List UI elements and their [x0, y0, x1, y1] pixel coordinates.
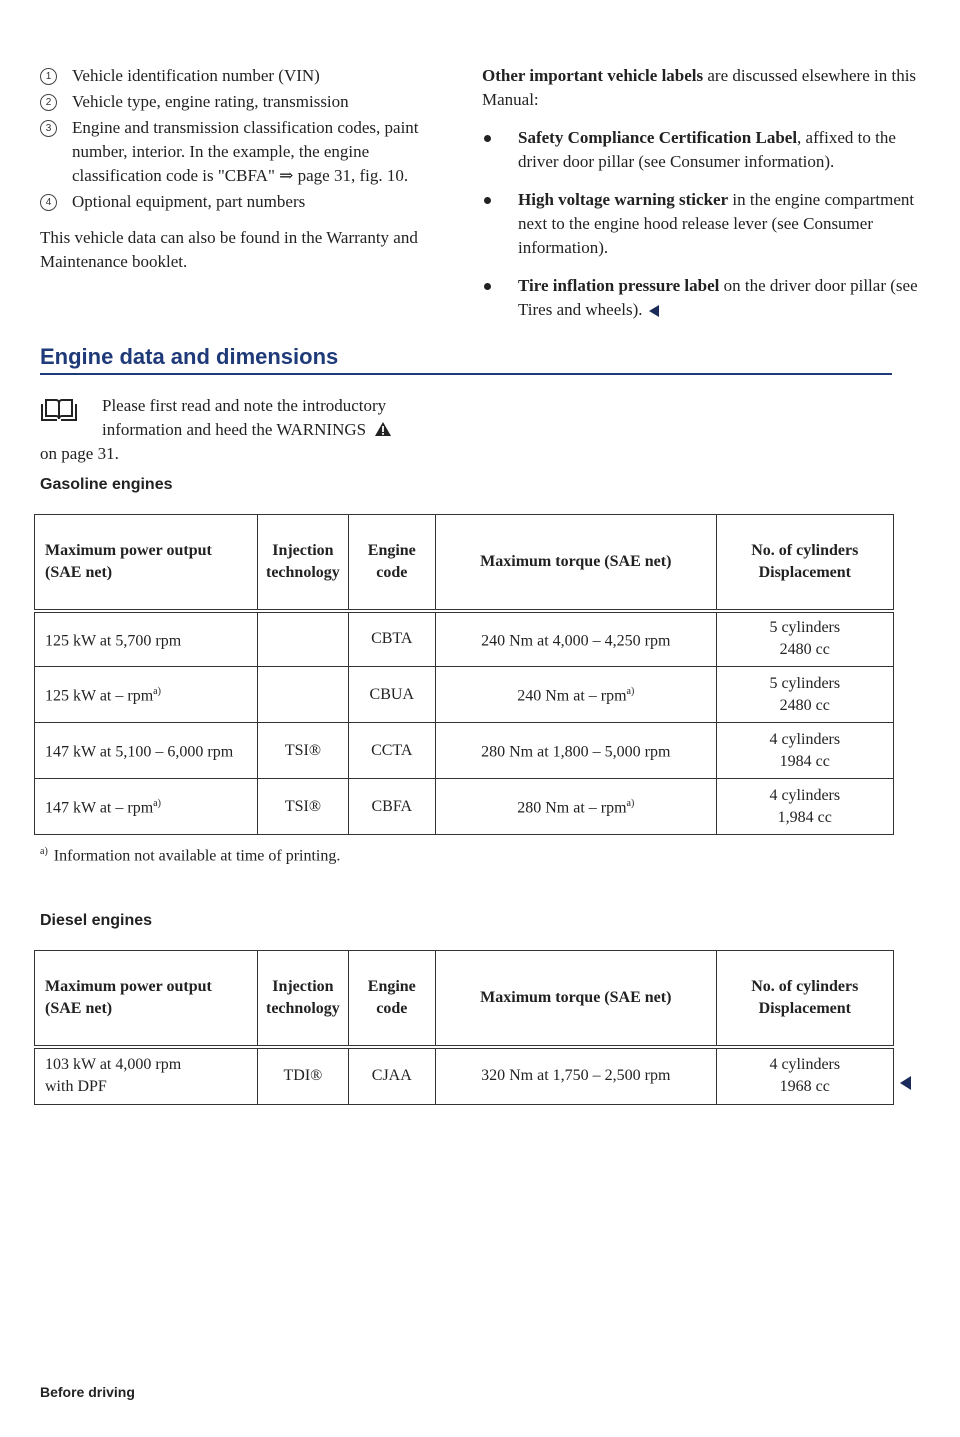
bullet-text: in the engine compartment next to the engine hood release lever (see Consumer information).	[518, 190, 915, 257]
cell-torque	[435, 667, 716, 723]
header-torque: Maximum torque (SAE net)	[435, 515, 716, 611]
cylinders-value: 4 cylinders	[769, 730, 841, 748]
section-end-arrow-icon	[649, 305, 659, 317]
header-injection: Injection technology	[258, 951, 349, 1047]
table-row	[35, 779, 894, 835]
cell-engine-code: CJAA	[348, 1047, 435, 1105]
power-value: 103 kW at 4,000 rpm	[45, 1056, 182, 1074]
displacement-value: 1,984 cc	[777, 808, 832, 826]
header-engine-code: Engine code	[348, 951, 435, 1047]
cell-cylinders	[716, 611, 893, 667]
cell-power	[35, 611, 258, 667]
torque-value: 280 Nm at 1,800 – 5,000 rpm	[481, 743, 671, 761]
cell-injection: TSI®	[258, 723, 349, 779]
table-row	[35, 611, 894, 667]
power-value: 147 kW at – rpm	[45, 799, 154, 817]
cell-torque	[435, 611, 716, 667]
table-header-row	[35, 515, 894, 611]
cell-engine-code: CCTA	[348, 723, 435, 779]
power-value: 147 kW at 5,100 – 6,000 rpm	[45, 743, 234, 761]
header-cylinders: No. of cylinders Displacement	[716, 951, 893, 1047]
labels-intro-bold: Other important vehicle labels	[482, 66, 704, 85]
cell-power	[35, 723, 258, 779]
number-circle: 4	[40, 194, 57, 211]
cell-engine-code: CBFA	[348, 779, 435, 835]
cell-injection: TSI®	[258, 779, 349, 835]
power-value: 125 kW at – rpm	[45, 687, 154, 705]
footnote-mark: a)	[40, 846, 48, 857]
footnote-ref: a)	[626, 798, 635, 810]
list-item	[482, 274, 922, 322]
cell-power	[35, 1047, 258, 1105]
gasoline-table	[34, 514, 894, 835]
number-circle: 1	[40, 68, 57, 85]
list-item-text: Engine and transmission classification codes, paint number, interior. In the example, the engine classification code is "CBFA" ⇒ page 31, fig. 10.	[72, 118, 419, 185]
intro-line-2-text: information and heed the WARNINGS	[102, 420, 367, 439]
table-header-row	[35, 951, 894, 1047]
number-circle: 2	[40, 94, 57, 111]
cylinders-value: 4 cylinders	[769, 1056, 841, 1074]
bullet-icon	[484, 197, 491, 204]
labels-intro-text: are discussed elsewhere in this Manual:	[482, 66, 917, 109]
list-item	[40, 90, 450, 114]
displacement-value: 2480 cc	[779, 696, 830, 714]
torque-value: 240 Nm at – rpm	[517, 687, 627, 705]
footnote	[40, 846, 340, 865]
header-power: Maximum power output (SAE net)	[35, 951, 258, 1047]
cell-cylinders	[716, 723, 893, 779]
cell-injection: TDI®	[258, 1047, 349, 1105]
cell-injection	[258, 611, 349, 667]
intro-line-1: Please first read and note the introductory	[102, 396, 387, 415]
warranty-paragraph: This vehicle data can also be found in the Warranty and Maintenance booklet.	[40, 228, 418, 271]
displacement-value: 1968 cc	[779, 1078, 830, 1096]
gasoline-heading: Gasoline engines	[40, 476, 173, 493]
cell-power	[35, 667, 258, 723]
torque-value: 280 Nm at – rpm	[517, 799, 627, 817]
bullet-text: , affixed to the driver door pillar (see Consumer information).	[518, 128, 896, 171]
section-title: Engine data and dimensions	[40, 344, 339, 369]
cell-torque	[435, 779, 716, 835]
footnote-ref: a)	[153, 686, 161, 698]
list-item-text: Vehicle type, engine rating, transmission	[72, 92, 349, 111]
footnote-text: Information not available at time of printing.	[53, 847, 341, 865]
section-end-arrow-icon	[900, 1076, 911, 1090]
cell-engine-code: CBTA	[348, 611, 435, 667]
cell-cylinders	[716, 1047, 893, 1105]
diesel-heading: Diesel engines	[40, 912, 153, 929]
displacement-value: 2480 cc	[779, 641, 830, 659]
table-row	[35, 723, 894, 779]
table-row	[35, 667, 894, 723]
book-icon	[40, 396, 78, 422]
list-item	[40, 64, 450, 88]
section-intro	[40, 394, 460, 466]
labels-intro	[482, 64, 922, 112]
intro-line-2	[40, 418, 460, 442]
section-divider	[40, 373, 892, 375]
intro-line-3: on page 31.	[40, 444, 119, 463]
header-power: Maximum power output (SAE net)	[35, 515, 258, 611]
list-item-text: Optional equipment, part numbers	[72, 192, 306, 211]
table-row	[35, 1047, 894, 1105]
list-item	[482, 188, 922, 260]
bullet-icon	[484, 283, 491, 290]
list-item	[40, 116, 450, 188]
list-item-text: Vehicle identification number (VIN)	[72, 66, 320, 85]
bullet-icon	[484, 135, 491, 142]
cell-engine-code: CBUA	[348, 667, 435, 723]
page-footer: Before driving	[40, 1384, 135, 1400]
cell-torque: 320 Nm at 1,750 – 2,500 rpm	[435, 1047, 716, 1105]
power-note: with DPF	[45, 1078, 107, 1096]
cell-cylinders	[716, 667, 893, 723]
cell-cylinders	[716, 779, 893, 835]
power-value: 125 kW at 5,700 rpm	[45, 632, 182, 650]
list-item	[482, 126, 922, 174]
cell-power	[35, 779, 258, 835]
header-engine-code: Engine code	[348, 515, 435, 611]
bullet-bold: Safety Compliance Certification Label	[518, 128, 798, 147]
bullet-bold: High voltage warning sticker	[518, 190, 729, 209]
cylinders-value: 4 cylinders	[769, 786, 841, 804]
cylinders-value: 5 cylinders	[769, 674, 841, 692]
warning-icon	[374, 421, 392, 437]
footnote-ref: a)	[626, 686, 635, 698]
torque-value: 240 Nm at 4,000 – 4,250 rpm	[481, 632, 671, 650]
bullet-bold: Tire inflation pressure label	[518, 276, 720, 295]
vehicle-labels-section	[482, 64, 922, 322]
list-item	[40, 190, 450, 214]
cell-torque	[435, 723, 716, 779]
number-circle: 3	[40, 120, 57, 137]
header-torque: Maximum torque (SAE net)	[435, 951, 716, 1047]
bullet-text: on the driver door pillar (see Tires and wheels).	[518, 276, 918, 319]
header-cylinders: No. of cylinders Displacement	[716, 515, 893, 611]
diesel-table	[34, 950, 894, 1105]
footnote-ref: a)	[153, 798, 161, 810]
cylinders-value: 5 cylinders	[769, 619, 841, 637]
header-injection: Injection technology	[258, 515, 349, 611]
cell-injection	[258, 667, 349, 723]
vehicle-data-list	[40, 64, 450, 274]
displacement-value: 1984 cc	[779, 752, 830, 770]
